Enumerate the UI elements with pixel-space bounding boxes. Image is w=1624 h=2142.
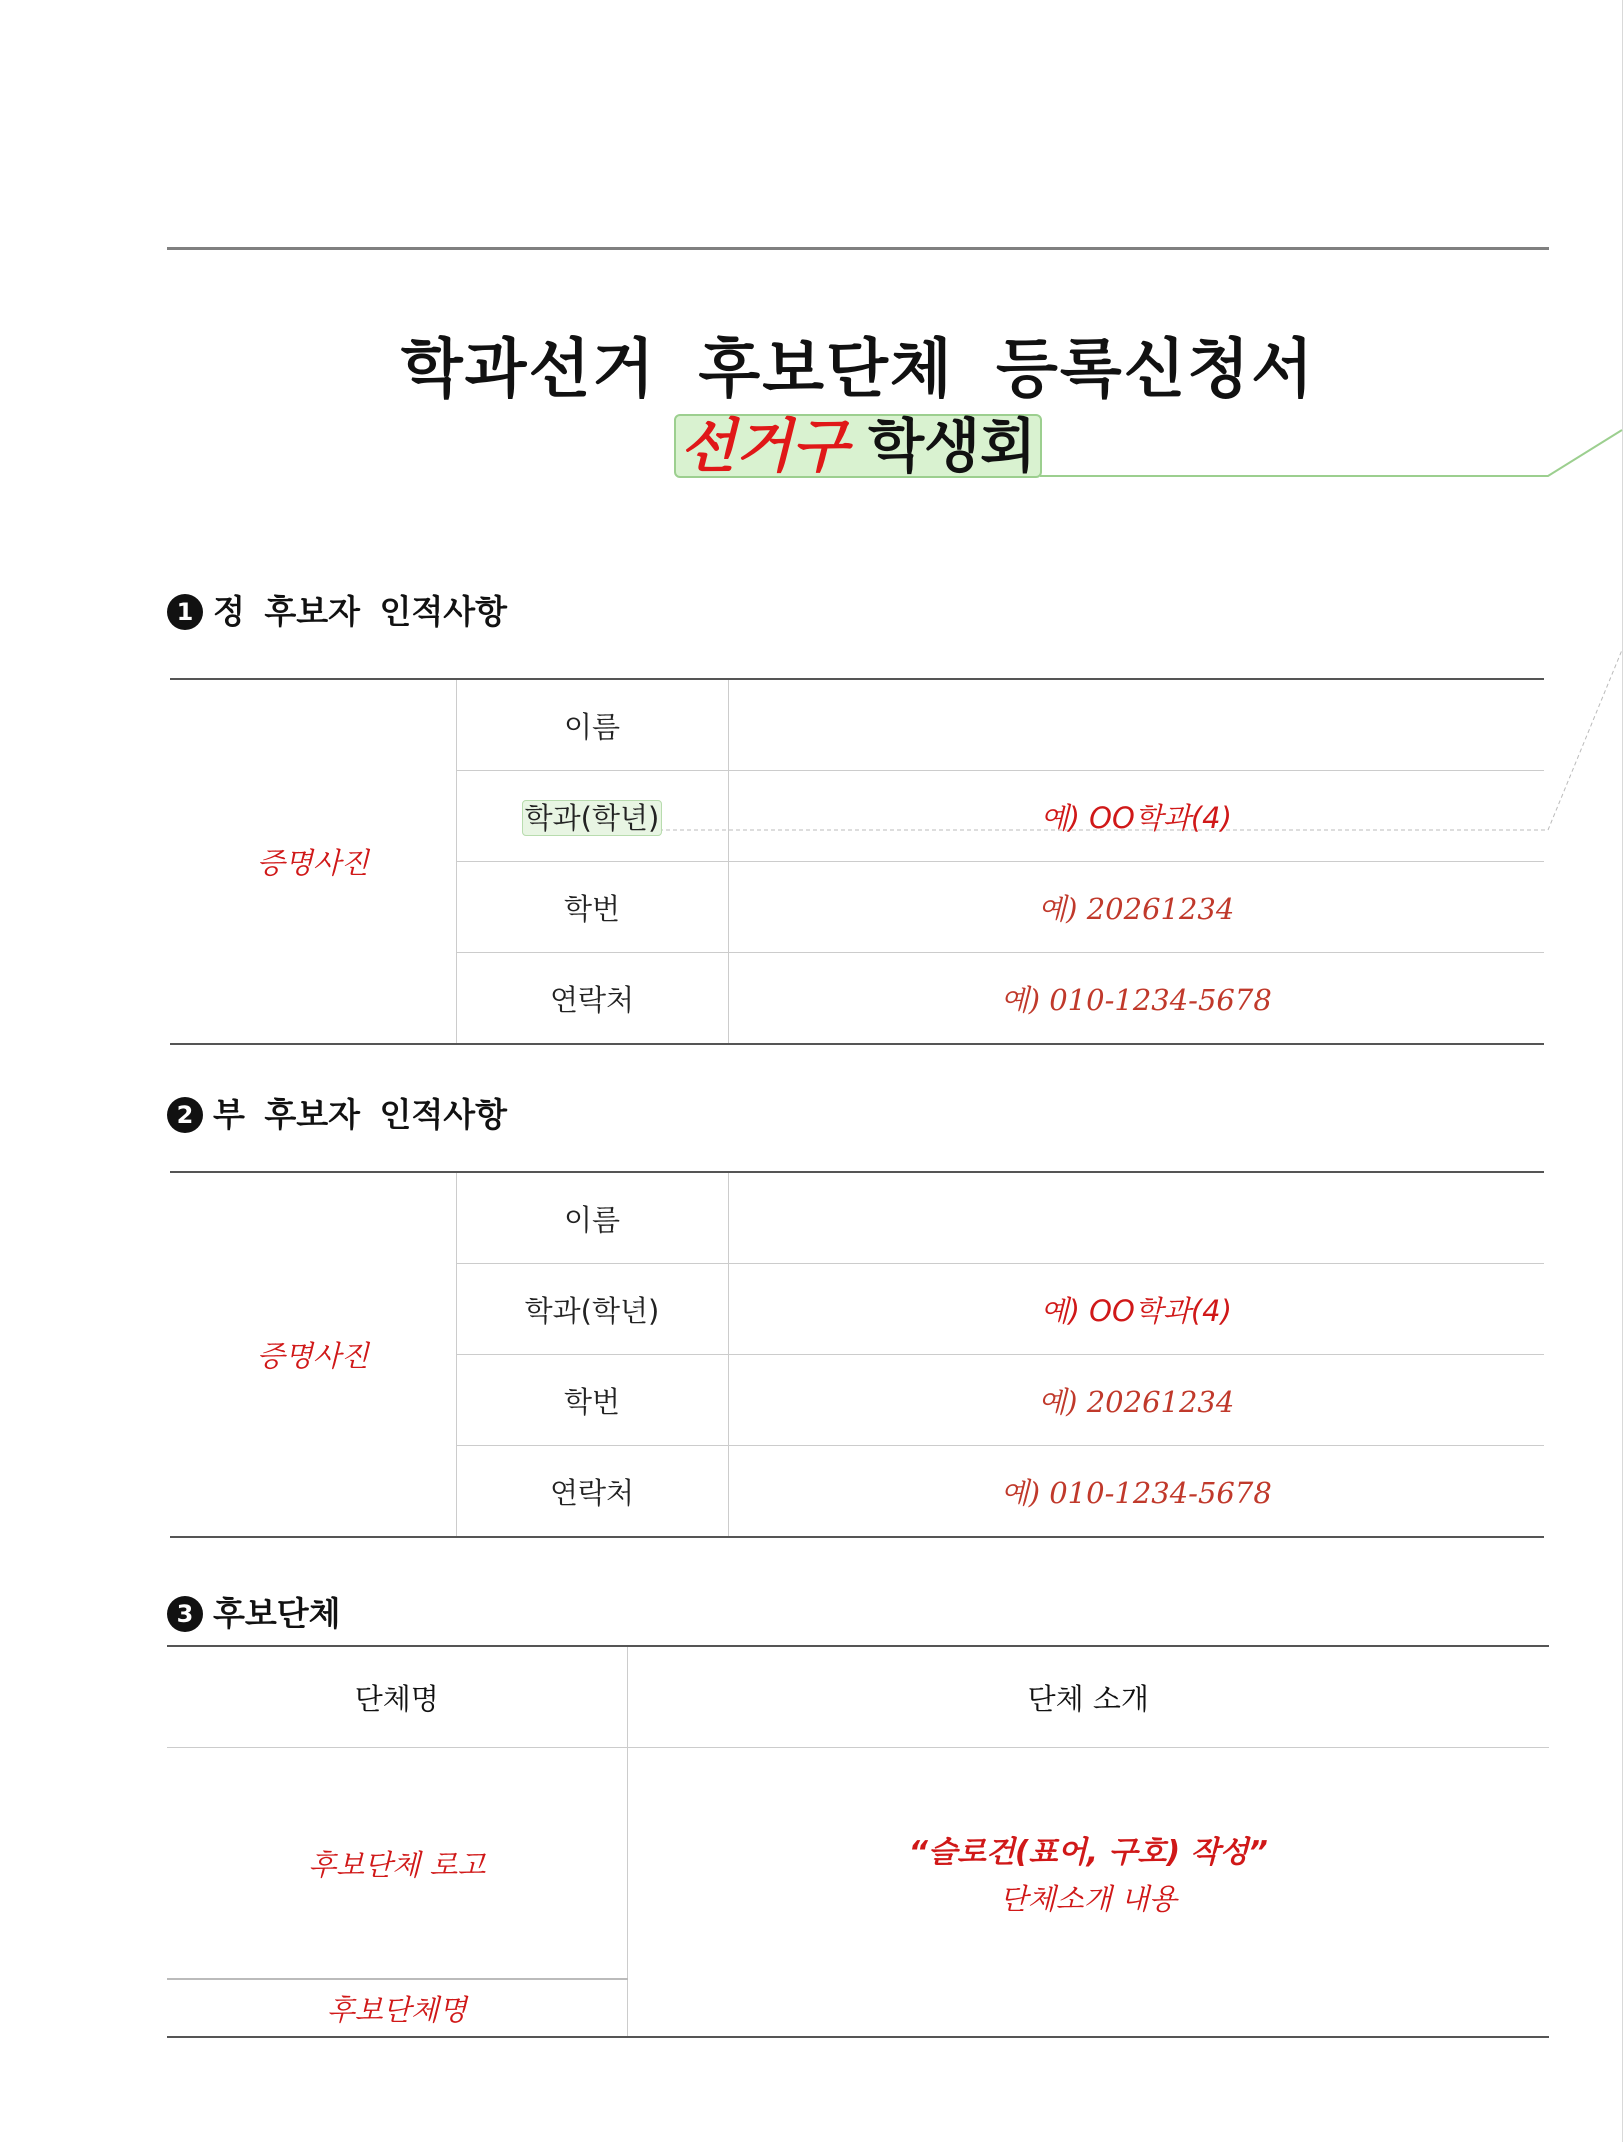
photo-placeholder: 증명사진 bbox=[256, 846, 369, 880]
contact-field[interactable] bbox=[728, 1446, 1544, 1538]
name-field[interactable] bbox=[728, 1172, 1544, 1264]
organization-table bbox=[167, 1645, 1549, 2038]
org-name-cell[interactable] bbox=[167, 1979, 627, 2037]
field-label: 연락처 bbox=[456, 953, 728, 1045]
student-id-placeholder: 예) 20261234 bbox=[1038, 891, 1235, 926]
org-name-header: 단체명 bbox=[167, 1646, 627, 1748]
section1-number: 1 bbox=[167, 594, 203, 630]
highlighted-label: 학과(학년) bbox=[522, 800, 663, 836]
logo-placeholder: 후보단체 로고 bbox=[308, 1847, 486, 1882]
section3-title: 후보단체 bbox=[213, 1594, 341, 1633]
field-label: 학번 bbox=[456, 862, 728, 953]
department-placeholder: 예) OO학과(4) bbox=[1040, 1293, 1232, 1328]
highlighted-subtitle[interactable] bbox=[674, 414, 1042, 478]
field-label: 이름 bbox=[456, 679, 728, 771]
section2-number: 2 bbox=[167, 1097, 203, 1133]
photo-cell[interactable] bbox=[170, 1172, 456, 1537]
intro-cell[interactable] bbox=[627, 1748, 1549, 2038]
department-placeholder: 예) OO학과(4) bbox=[1040, 800, 1232, 835]
contact-field[interactable] bbox=[728, 953, 1544, 1045]
student-id-field[interactable] bbox=[728, 1355, 1544, 1446]
field-label: 학과(학년) bbox=[456, 1264, 728, 1355]
page-subtitle bbox=[167, 410, 1549, 482]
field-label: 학번 bbox=[456, 1355, 728, 1446]
name-field[interactable] bbox=[728, 679, 1544, 771]
contact-placeholder: 예) 010-1234-5678 bbox=[1000, 1475, 1272, 1510]
main-candidate-table bbox=[170, 678, 1544, 1045]
contact-placeholder: 예) 010-1234-5678 bbox=[1000, 982, 1272, 1017]
district-placeholder: 선거구 bbox=[679, 412, 848, 480]
page-edge bbox=[1622, 0, 1623, 2142]
section1-heading bbox=[167, 590, 507, 634]
department-field[interactable] bbox=[728, 1264, 1544, 1355]
section3-number: 3 bbox=[167, 1596, 203, 1632]
section2-heading bbox=[167, 1093, 507, 1137]
slogan-placeholder: “슬로건(표어, 구호) 작성” bbox=[908, 1834, 1268, 1870]
top-rule bbox=[167, 247, 1549, 250]
photo-cell[interactable] bbox=[170, 679, 456, 1044]
page-title: 학과선거 후보단체 등록신청서 bbox=[400, 333, 1316, 407]
vice-candidate-table bbox=[170, 1171, 1544, 1538]
intro-placeholder: 단체소개 내용 bbox=[999, 1881, 1177, 1916]
table-row bbox=[170, 679, 1544, 771]
table-header-row bbox=[167, 1646, 1549, 1748]
table-row bbox=[167, 1748, 1549, 1980]
department-field[interactable] bbox=[728, 771, 1544, 862]
section1-title: 정 후보자 인적사항 bbox=[213, 592, 508, 631]
table-row bbox=[170, 1172, 1544, 1264]
student-id-placeholder: 예) 20261234 bbox=[1038, 1384, 1235, 1419]
field-label: 연락처 bbox=[456, 1446, 728, 1538]
field-label bbox=[456, 771, 728, 862]
org-intro-header: 단체 소개 bbox=[627, 1646, 1549, 1748]
section3-heading bbox=[167, 1592, 341, 1636]
section2-title: 부 후보자 인적사항 bbox=[213, 1095, 508, 1134]
student-id-field[interactable] bbox=[728, 862, 1544, 953]
council-label: 학생회 bbox=[868, 412, 1037, 480]
photo-placeholder: 증명사진 bbox=[256, 1339, 369, 1373]
logo-cell[interactable] bbox=[167, 1748, 627, 1980]
field-label: 이름 bbox=[456, 1172, 728, 1264]
org-name-placeholder: 후보단체명 bbox=[326, 1992, 467, 2027]
